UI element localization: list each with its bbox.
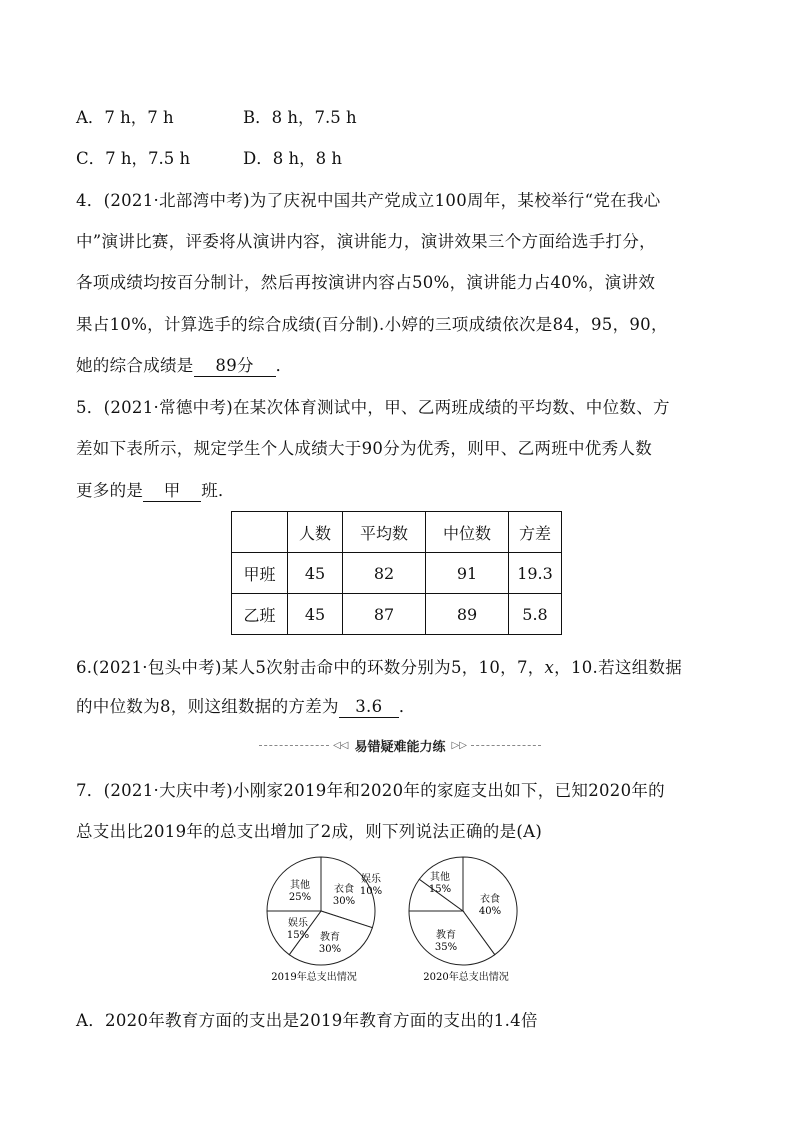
q6-prefix-2: 的中位数为8，则这组数据的方差为: [76, 697, 339, 716]
q5-line-1: 5．(2021·常德中考)在某次体育测试中，甲、乙两班成绩的平均数、中位数、方: [76, 398, 670, 417]
q4-line-3: 各项成绩均按百分制计，然后再按演讲内容占50%，演讲能力占40%，演讲效: [76, 273, 656, 292]
q4-prefix: 她的综合成绩是: [76, 356, 194, 375]
pie-charts: [262, 852, 532, 992]
pie-slice-label: 娱乐: [361, 874, 381, 885]
pie-slice-value: 15%: [428, 884, 452, 895]
table-cell: 91: [426, 553, 509, 594]
q5-suffix: 班．: [201, 481, 235, 500]
q4-line-2: 中”演讲比赛，评委将从演讲内容，演讲能力，演讲效果三个方面给选手打分，: [76, 232, 656, 251]
pie-slice-label: 其他: [290, 880, 310, 891]
q7-line-2: 总支出比2019年的总支出增加了2成，则下列说法正确的是(A): [76, 822, 543, 841]
pie-slice-value: 40%: [478, 906, 502, 917]
q4-line-5: [76, 355, 292, 377]
pie-slice-value: 35%: [434, 942, 458, 953]
table-cell: 45: [288, 594, 343, 635]
q5-line-2: 差如下表所示，规定学生个人成绩大于90分为优秀，则甲、乙两班中优秀人数: [76, 439, 652, 458]
divider-line-left: [259, 745, 329, 746]
table-cell: 82: [343, 553, 426, 594]
right-triangle-icon: ▷▷: [451, 739, 467, 751]
score-table: [231, 511, 562, 635]
pie-slice-value: 25%: [288, 892, 312, 903]
q6-variable: x: [544, 658, 555, 677]
divider-line-right: [471, 745, 541, 746]
pie-chart-title: 2019年总支出情况: [271, 972, 357, 983]
pie-slice-label: 教育: [320, 932, 340, 943]
pie-chart-title: 2020年总支出情况: [423, 972, 509, 983]
pie-slice-label: 其他: [430, 872, 450, 883]
q6-line-2: [76, 696, 416, 718]
table-cell: 甲班: [232, 553, 288, 594]
table-cell: 87: [343, 594, 426, 635]
q6-suffix-2: ．: [398, 697, 416, 716]
pie-slice-label: 教育: [436, 930, 456, 941]
q7-line-1: 7．(2021·大庆中考)小刚家2019年和2020年的家庭支出如下，已知2020年的: [76, 781, 665, 800]
q4-line-4: 果占10%，计算选手的综合成绩(百分制).小婷的三项成绩依次是84，95，90，: [76, 315, 668, 334]
pie-slice-label: 娱乐: [288, 918, 308, 929]
table-header-cell: [232, 512, 288, 553]
table-header-cell: 方差: [509, 512, 562, 553]
pie-slice-label: 衣食: [480, 894, 500, 905]
table-cell: 45: [288, 553, 343, 594]
table-row: [232, 553, 562, 594]
q6-line-1: [76, 657, 682, 679]
q6-prefix: 6.(2021·包头中考)某人5次射击命中的环数分别为5，10，7，: [76, 658, 545, 677]
q6-answer: 3.6: [339, 697, 399, 718]
q5-answer: 甲: [143, 481, 201, 502]
pie-slice-label: 衣食: [334, 884, 354, 895]
table-header-row: [232, 512, 562, 553]
q4-answer: 89分: [194, 356, 276, 377]
q3-option-c: C．7 h，7.5 h: [76, 149, 191, 168]
q3-option-a: A．7 h，7 h: [76, 108, 174, 127]
table-row: [232, 594, 562, 635]
table-header-cell: 人数: [288, 512, 343, 553]
table-header-cell: 平均数: [343, 512, 426, 553]
q7-option-a: A．2020年教育方面的支出是2019年教育方面的支出的1.4倍: [76, 1011, 538, 1030]
q3-option-d: D．8 h，8 h: [243, 149, 342, 168]
table-cell: 5.8: [509, 594, 562, 635]
pie-slice-value: 15%: [286, 930, 310, 941]
table-cell: 89: [426, 594, 509, 635]
q3-option-b: B．8 h，7.5 h: [243, 108, 357, 127]
table-header-cell: 中位数: [426, 512, 509, 553]
pie-slice-value: 30%: [332, 896, 356, 907]
pie-chart-2020: [360, 857, 517, 983]
pie-slice-value: 30%: [318, 944, 342, 955]
pie-chart-2019: [267, 857, 375, 983]
section-title: 易错疑难能力练: [354, 739, 446, 755]
q4-line-1: 4．(2021·北部湾中考)为了庆祝中国共产党成立100周年，某校举行“党在我心: [76, 191, 661, 210]
table-cell: 乙班: [232, 594, 288, 635]
q4-suffix: ．: [275, 356, 293, 375]
table-cell: 19.3: [509, 553, 562, 594]
section-divider: [255, 735, 545, 755]
q5-prefix: 更多的是: [76, 481, 144, 500]
pie-slice-value: 10%: [359, 886, 383, 897]
q5-line-3: [76, 480, 235, 502]
q6-suffix: ，10.若这组数据: [554, 658, 683, 677]
left-triangle-icon: ◁◁: [333, 739, 349, 751]
